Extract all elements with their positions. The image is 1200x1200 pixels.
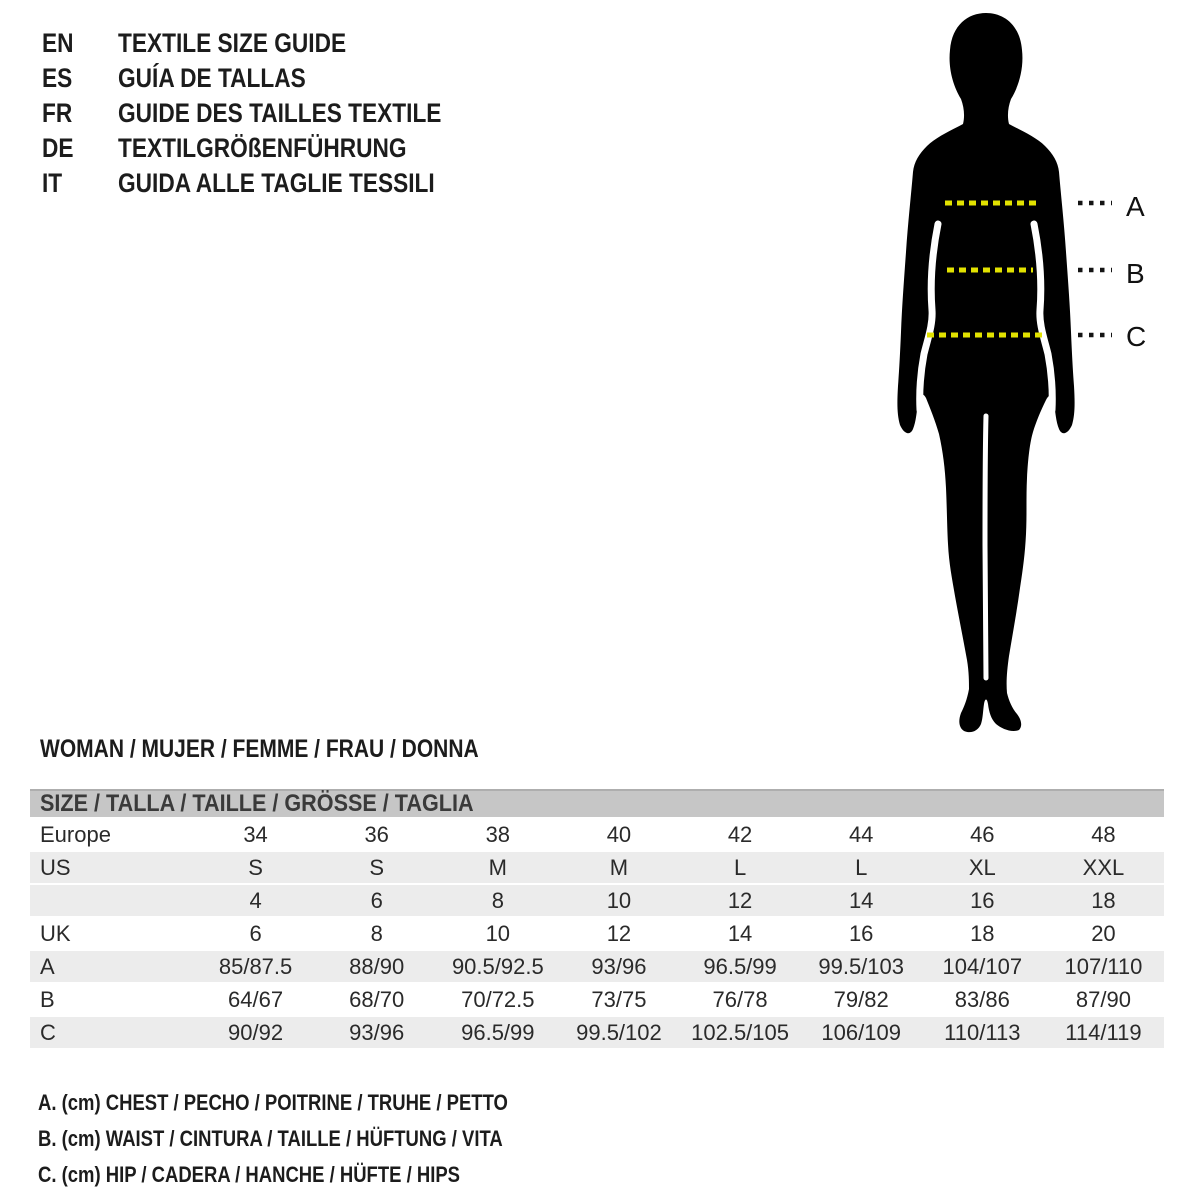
woman-silhouette-icon <box>880 10 1170 740</box>
table-row-waist-b <box>30 984 1164 1015</box>
legend-chest: A. (cm) CHEST / PECHO / POITRINE / TRUHE / PETTO <box>38 1090 508 1115</box>
size-cell: 16 <box>970 888 995 913</box>
language-row-it <box>42 166 503 201</box>
size-cell: 10 <box>606 888 632 913</box>
size-cell: 12 <box>727 888 753 913</box>
section-title: WOMAN / MUJER / FEMME / FRAU / DONNA <box>40 735 479 763</box>
leg-gap <box>985 416 986 678</box>
size-cell: 88/90 <box>349 954 405 979</box>
size-cell: S <box>369 855 385 880</box>
row-label: US <box>40 855 71 880</box>
language-code: EN <box>42 28 74 58</box>
size-cell: 14 <box>727 921 753 946</box>
marker-label-c: C <box>1126 321 1147 352</box>
size-cell: 93/96 <box>591 954 647 979</box>
size-cell: 110/113 <box>944 1020 1021 1045</box>
size-cell: 104/107 <box>942 954 1023 979</box>
language-label: TEXTILE SIZE GUIDE <box>118 28 347 58</box>
size-cell: 6 <box>370 888 383 913</box>
table-row-us-numeric <box>30 885 1164 916</box>
size-cell: 12 <box>606 921 632 946</box>
language-code: IT <box>42 168 63 198</box>
marker-label-b: B <box>1126 258 1145 289</box>
size-cell: L <box>733 855 747 880</box>
language-label: GUIDA ALLE TAGLIE TESSILI <box>118 168 435 198</box>
language-code: DE <box>42 133 74 163</box>
size-cell: M <box>609 855 629 880</box>
row-label: UK <box>40 921 71 946</box>
size-cell: 99.5/102 <box>576 1020 662 1045</box>
size-cell: 70/72.5 <box>461 987 535 1012</box>
size-cell: 90.5/92.5 <box>451 954 544 979</box>
size-cell: 6 <box>249 921 262 946</box>
size-cell: 4 <box>249 888 262 913</box>
legend-hip: C. (cm) HIP / CADERA / HANCHE / HÜFTE / HIPS <box>38 1162 461 1187</box>
size-cell: 8 <box>491 888 504 913</box>
size-cell: 64/67 <box>228 987 284 1012</box>
row-label: C <box>40 1020 56 1045</box>
size-cell: 68/70 <box>349 987 405 1012</box>
marker-label-a: A <box>1126 191 1145 222</box>
row-label: B <box>40 987 55 1012</box>
size-cell: 76/78 <box>712 987 768 1012</box>
size-cell: 18 <box>970 921 995 946</box>
row-label <box>30 885 195 916</box>
size-cell: 83/86 <box>954 987 1010 1012</box>
size-cell: 48 <box>1091 822 1116 847</box>
size-cell: 8 <box>370 921 383 946</box>
size-table <box>30 789 1164 1048</box>
size-cell: 73/75 <box>591 987 647 1012</box>
size-cell: 18 <box>1091 888 1116 913</box>
size-cell: 44 <box>848 822 874 847</box>
language-label: TEXTILGRÖßENFÜHRUNG <box>118 133 407 163</box>
size-cell: L <box>855 855 868 880</box>
size-cell: 40 <box>606 822 632 847</box>
size-cell: 96.5/99 <box>703 954 777 979</box>
table-header: SIZE / TALLA / TAILLE / GRÖSSE / TAGLIA <box>30 789 1164 817</box>
size-cell: 114/119 <box>1065 1020 1142 1045</box>
size-cell: 93/96 <box>349 1020 405 1045</box>
language-row-es <box>42 61 503 96</box>
size-cell: 14 <box>848 888 874 913</box>
measurement-legend <box>38 1085 597 1193</box>
language-row-en <box>42 26 503 61</box>
legend-waist: B. (cm) WAIST / CINTURA / TAILLE / HÜFTUNG / VITA <box>38 1126 503 1151</box>
size-cell: 96.5/99 <box>461 1020 535 1045</box>
size-cell: 20 <box>1091 921 1116 946</box>
size-cell: 36 <box>364 822 389 847</box>
row-label: A <box>40 954 55 979</box>
size-cell: 87/90 <box>1075 987 1131 1012</box>
size-cell: 34 <box>243 822 268 847</box>
size-cell: XL <box>968 855 996 880</box>
size-cell: 16 <box>848 921 874 946</box>
table-row-uk <box>30 918 1164 949</box>
size-cell: 85/87.5 <box>218 954 293 979</box>
table-row-us <box>30 852 1164 883</box>
language-label: GUÍA DE TALLAS <box>118 63 306 93</box>
size-cell: 42 <box>727 822 753 847</box>
size-cell: 46 <box>970 822 995 847</box>
size-cell: 107/110 <box>1064 954 1143 979</box>
language-row-de <box>42 131 503 166</box>
table-row-chest-a <box>30 951 1164 982</box>
size-cell: S <box>248 855 263 880</box>
size-cell: 38 <box>485 822 511 847</box>
size-cell: 102.5/105 <box>691 1020 789 1045</box>
size-cell: 99.5/103 <box>818 954 904 979</box>
size-cell: 10 <box>485 921 511 946</box>
size-cell: 90/92 <box>228 1020 284 1045</box>
body-measurement-figure <box>880 10 1170 740</box>
size-cell: XXL <box>1082 855 1125 880</box>
language-code: ES <box>42 63 73 93</box>
size-cell: M <box>488 855 507 880</box>
size-cell: 106/109 <box>821 1020 901 1045</box>
language-label: GUIDE DES TAILLES TEXTILE <box>118 98 442 128</box>
language-row-fr <box>42 96 503 131</box>
language-code: FR <box>42 98 73 128</box>
table-row-europe <box>30 819 1164 850</box>
table-row-hip-c <box>30 1017 1164 1048</box>
language-list <box>42 26 503 201</box>
row-label: Europe <box>40 822 111 847</box>
size-cell: 79/82 <box>833 987 889 1012</box>
